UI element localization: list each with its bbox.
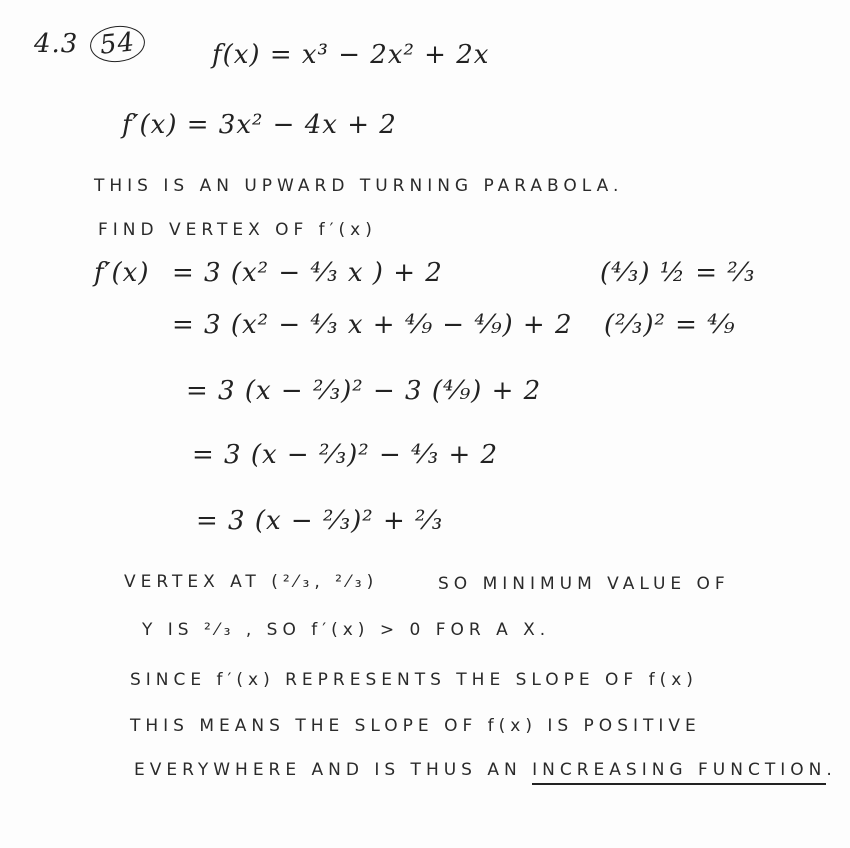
section-label: 4.3 — [34, 29, 79, 59]
minimum-statement: SO MINIMUM VALUE OF — [438, 574, 730, 594]
step-1: = 3 (x² − ⁴⁄₃ x ) + 2 — [172, 258, 443, 288]
problem-number-circle — [89, 23, 148, 65]
side-calc-half: (⁴⁄₃) ½ = ²⁄₃ — [600, 258, 756, 288]
problem-number: 54 — [98, 27, 137, 61]
step-5: = 3 (x − ²⁄₃)² + ²⁄₃ — [196, 506, 444, 536]
step-3: = 3 (x − ²⁄₃)² − 3 (⁴⁄₉) + 2 — [186, 376, 542, 406]
function-definition: f(x) = x³ − 2x² + 2x — [212, 40, 490, 70]
section-number — [34, 26, 145, 62]
positive-statement: THIS MEANS THE SLOPE OF f(x) IS POSITIVE — [130, 716, 701, 736]
note-find-vertex: FIND VERTEX OF f′(x) — [98, 220, 377, 240]
everywhere-text: EVERYWHERE AND IS THUS AN — [134, 760, 522, 780]
vertex-statement: VERTEX AT (²⁄₃, ²⁄₃) — [124, 572, 379, 592]
step-2: = 3 (x² − ⁴⁄₃ x + ⁴⁄₉ − ⁴⁄₉) + 2 — [172, 310, 573, 340]
derivative-definition: f′(x) = 3x² − 4x + 2 — [122, 110, 397, 140]
final-dot: . — [826, 760, 837, 780]
y-positive-statement: Y IS ²⁄₃ , SO f′(x) > 0 FOR A X. — [142, 620, 551, 640]
side-calc-square: (²⁄₃)² = ⁴⁄₉ — [604, 310, 736, 340]
note-upward-parabola: THIS IS AN UPWARD TURNING PARABOLA. — [94, 176, 624, 196]
step-lhs: f′(x) — [94, 258, 150, 288]
everywhere-statement — [134, 760, 837, 780]
slope-statement: SINCE f′(x) REPRESENTS THE SLOPE OF f(x) — [130, 670, 698, 690]
increasing-function-text: INCREASING FUNCTION — [532, 760, 826, 785]
step-4: = 3 (x − ²⁄₃)² − ⁴⁄₃ + 2 — [192, 440, 499, 470]
